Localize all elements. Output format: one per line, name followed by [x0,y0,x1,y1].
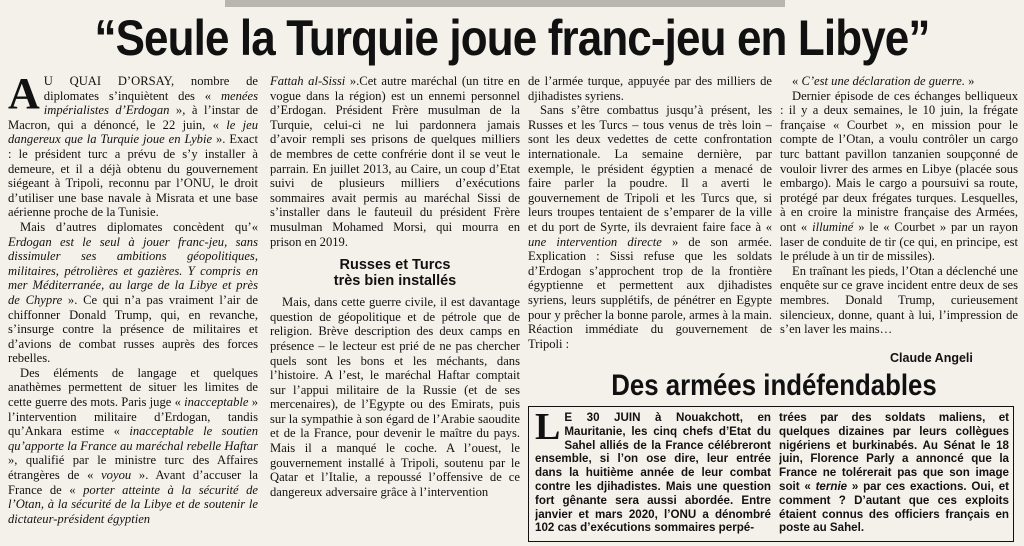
text: » par ces exactions. Oui, et comment ? D’autant que ces exploits étaient connus des officiers français en poste au Sahel. [779,479,1009,535]
quote: inacceptable le soutien qu’apporte la France au maréchal rebelle Haftar [8,424,258,453]
article-column-3 [528,74,772,362]
quote: porter atteinte à la sécurité de l’Otan, à la sécurité de la Libye et de soutenir le dictateur-président égyptien [8,482,258,526]
drop-cap: L [535,411,561,448]
text: » de son armée. Explication : Sissi refuse que les soldats d’Erdogan s’approchent trop de la frontière égyptienne et permettent aux djihadistes syriens, leurs supplétifs, de pénétrer en Egypte pour y prêcher la bonne parole, armes à la main. Réaction immédiate du gouvernement de Tripoli : [528,234,772,351]
box-column-1 [535,411,771,539]
paragraph: En traînant les pieds, l’Otan a déclenché une enquête sur ce grave incident entre deux de ses membres. Donald Trump, curieusement silencieux, donne, quant à lui, l’impression de s’en laver les mains… [780,263,1018,337]
text: » le « Courbet » par un rayon laser de conduite de tir (ce qui, en principe, est le prélude à un tir de missiles). [780,219,1018,264]
quote: le jeu dangereux que la Turquie joue en Lybie [8,117,258,147]
quote: voyou [101,468,132,483]
sidebar-box-title: Des armées indéfendables [611,369,937,402]
text: » l’intervention militaire d’Erdogan, tandis qu’Ankara estime « [8,395,258,439]
quote: ternie [815,479,848,493]
quote: C’est une déclaration de guerre. [801,74,966,88]
text: E 30 JUIN à Nouakchott, en Mauritanie, les cinq chefs d’Etat du Sahel alliés de la France célébreront ensemble, si l’on ose dire, leur entrée dans la huitième année de leur combat contre les djihadistes. Mais une question fort gênante sera aussi abordée. Entre janvier et mars 2020, l’ONU a dénombré 102 cas d’exécutions sommaires perpé- [535,411,771,535]
text: », qualifié par le ministre turc des Affaires étrangères de « [8,453,258,483]
article-column-4 [780,74,1018,362]
quote: inacceptable [184,395,249,410]
paragraph [780,89,1018,264]
text: », à l’instar de Macron, qui a dénoncé, le 22 juin, « [8,103,258,132]
paragraph: Mais, dans cette guerre civile, il est davantage question de géopolitique et de pétrole que de religion. Brève description des deux camps en présence – le lecteur est prié de ne pas chercher quels sont les bons et les méchants, dans l’histoire. A l’est, le maréchal Haftar comptait sur l’appui militaire de la Russie (et de ses mercenaires), de l’Egypte ou des Emirats, puis sur la sympathie à son égard de l’Arabie saoudite et de la France, pour devenir le maître du pays. Mais il a manqué le coche. A l’ouest, le gouvernement installé à Tripoli, soutenu par le Qatar et l’Italie, a repoussé l’offensive de ce dangereux adversaire grâce à l’intervention [270,295,520,499]
quote: Erdogan est le seul à jouer franc-jeu, sans dissimuler ses ambitions géopolitiques, militaires, pétrolières et gazières. Y compris en mer Méditerranée, au large de la Libye et près de Chypre [8,234,258,307]
paragraph [8,366,258,527]
text: Dernier épisode de ces échanges belliqueux : il y a deux semaines, le 10 juin, la frégate française « Courbet », en mission pour le compte de l’Otan, a voulu contrôler un cargo turc battant pavillon tanzanien soupçonné de vouloir livrer des armes en Libye (placée sous embargo). Mais le cargo a poursuivi sa route, protégé par deux frégates turques. Lesquelles, à en croire la ministre française des Armées, ont « [780,88,1018,234]
text: » [965,74,975,88]
quote: une intervention directe [528,234,662,249]
author-byline: Claude Angeli [890,351,973,365]
paragraph: de l’armée turque, appuyée par des milliers de djihadistes syriens. [528,74,772,103]
text: Sans s’être combattus jusqu’à présent, les Russes et les Turcs – tous venus de très loin – sont les deux vedettes de cette confrontation internationale. La semaine dernière, par exemple, le président égyptien a menacé de faire parler la poudre. Il a averti le gouvernement de Tripoli et les Turcs que, si leurs troupes tentaient de s’emparer de la ville et du port de Syrte, ils devraient faire face à « [528,103,772,234]
sidebar-box [528,406,1014,542]
quote: menées impérialistes d’Erdogan [43,88,258,118]
article-column-1 [8,74,258,542]
text: ».Cet autre maréchal (un titre en vogue dans la région) est un ennemi personnel d’Erdogan. Président Frère musulman de la Turquie, celui-ci ne lui pardonnera jamais d’avoir rempli ses prisons de quelques milliers de membres de cette confrérie dont il se veut le parrain. En juillet 2013, au Caire, un coup d’Etat suivi de plusieurs milliers d’exécutions sommaires avait permis au maréchal Sissi de s’installer dans le fauteuil du président Frère musulman Mohamed Morsi, qui mourra en prison en 2019. [270,74,520,249]
paragraph [8,220,258,366]
paragraph [8,74,258,220]
text: ». Avant d’accuser la France de « [8,468,258,497]
text: trées par des soldats maliens, et quelques dizaines par leurs collègues nigériens et burkinabés. Au Sénat le 18 juin, Florence Parly a annoncé que la France ne tolérerait pas que son image soit « [779,411,1009,493]
article-column-2 [270,74,520,542]
drop-cap: A [8,74,40,118]
quote: Fattah al-Sissi [270,74,346,88]
text: ». Ce qui n’a pas vraiment l’air de chiffonner Donald Trump, qui, en revanche, s’insurge contre la présence de militaires et d’avions de combat russes auprès des forces rebelles. [8,292,258,366]
quote: illuminé [812,219,854,234]
box-column-2 [779,411,1009,539]
text: Des éléments de langage et quelques anathèmes permettent de situer les limites de cette guerre des mots. Paris juge « [8,365,258,410]
paragraph [270,74,520,249]
paragraph [780,74,1018,89]
text: U QUAI D’ORSAY, nombre de diplomates s’inquiètent des « [43,74,258,103]
text: ». Exact : le président turc a prévu de s’y installer à demeure, et il a déjà obtenu du gouvernement siégeant à Tripoli, reconnu par l’ONU, le droit d’utiliser une base navale à Misrata et une base aérienne proche de la Tunisie. [8,132,258,220]
page-title: “Seule la Turquie joue franc-jeu en Libye” [94,10,930,66]
text: « [792,74,802,88]
paragraph [528,103,772,351]
section-subheading: Russes et Turcs très bien installés [333,257,457,290]
text: Mais d’autres diplomates concèdent qu’« [20,219,258,234]
